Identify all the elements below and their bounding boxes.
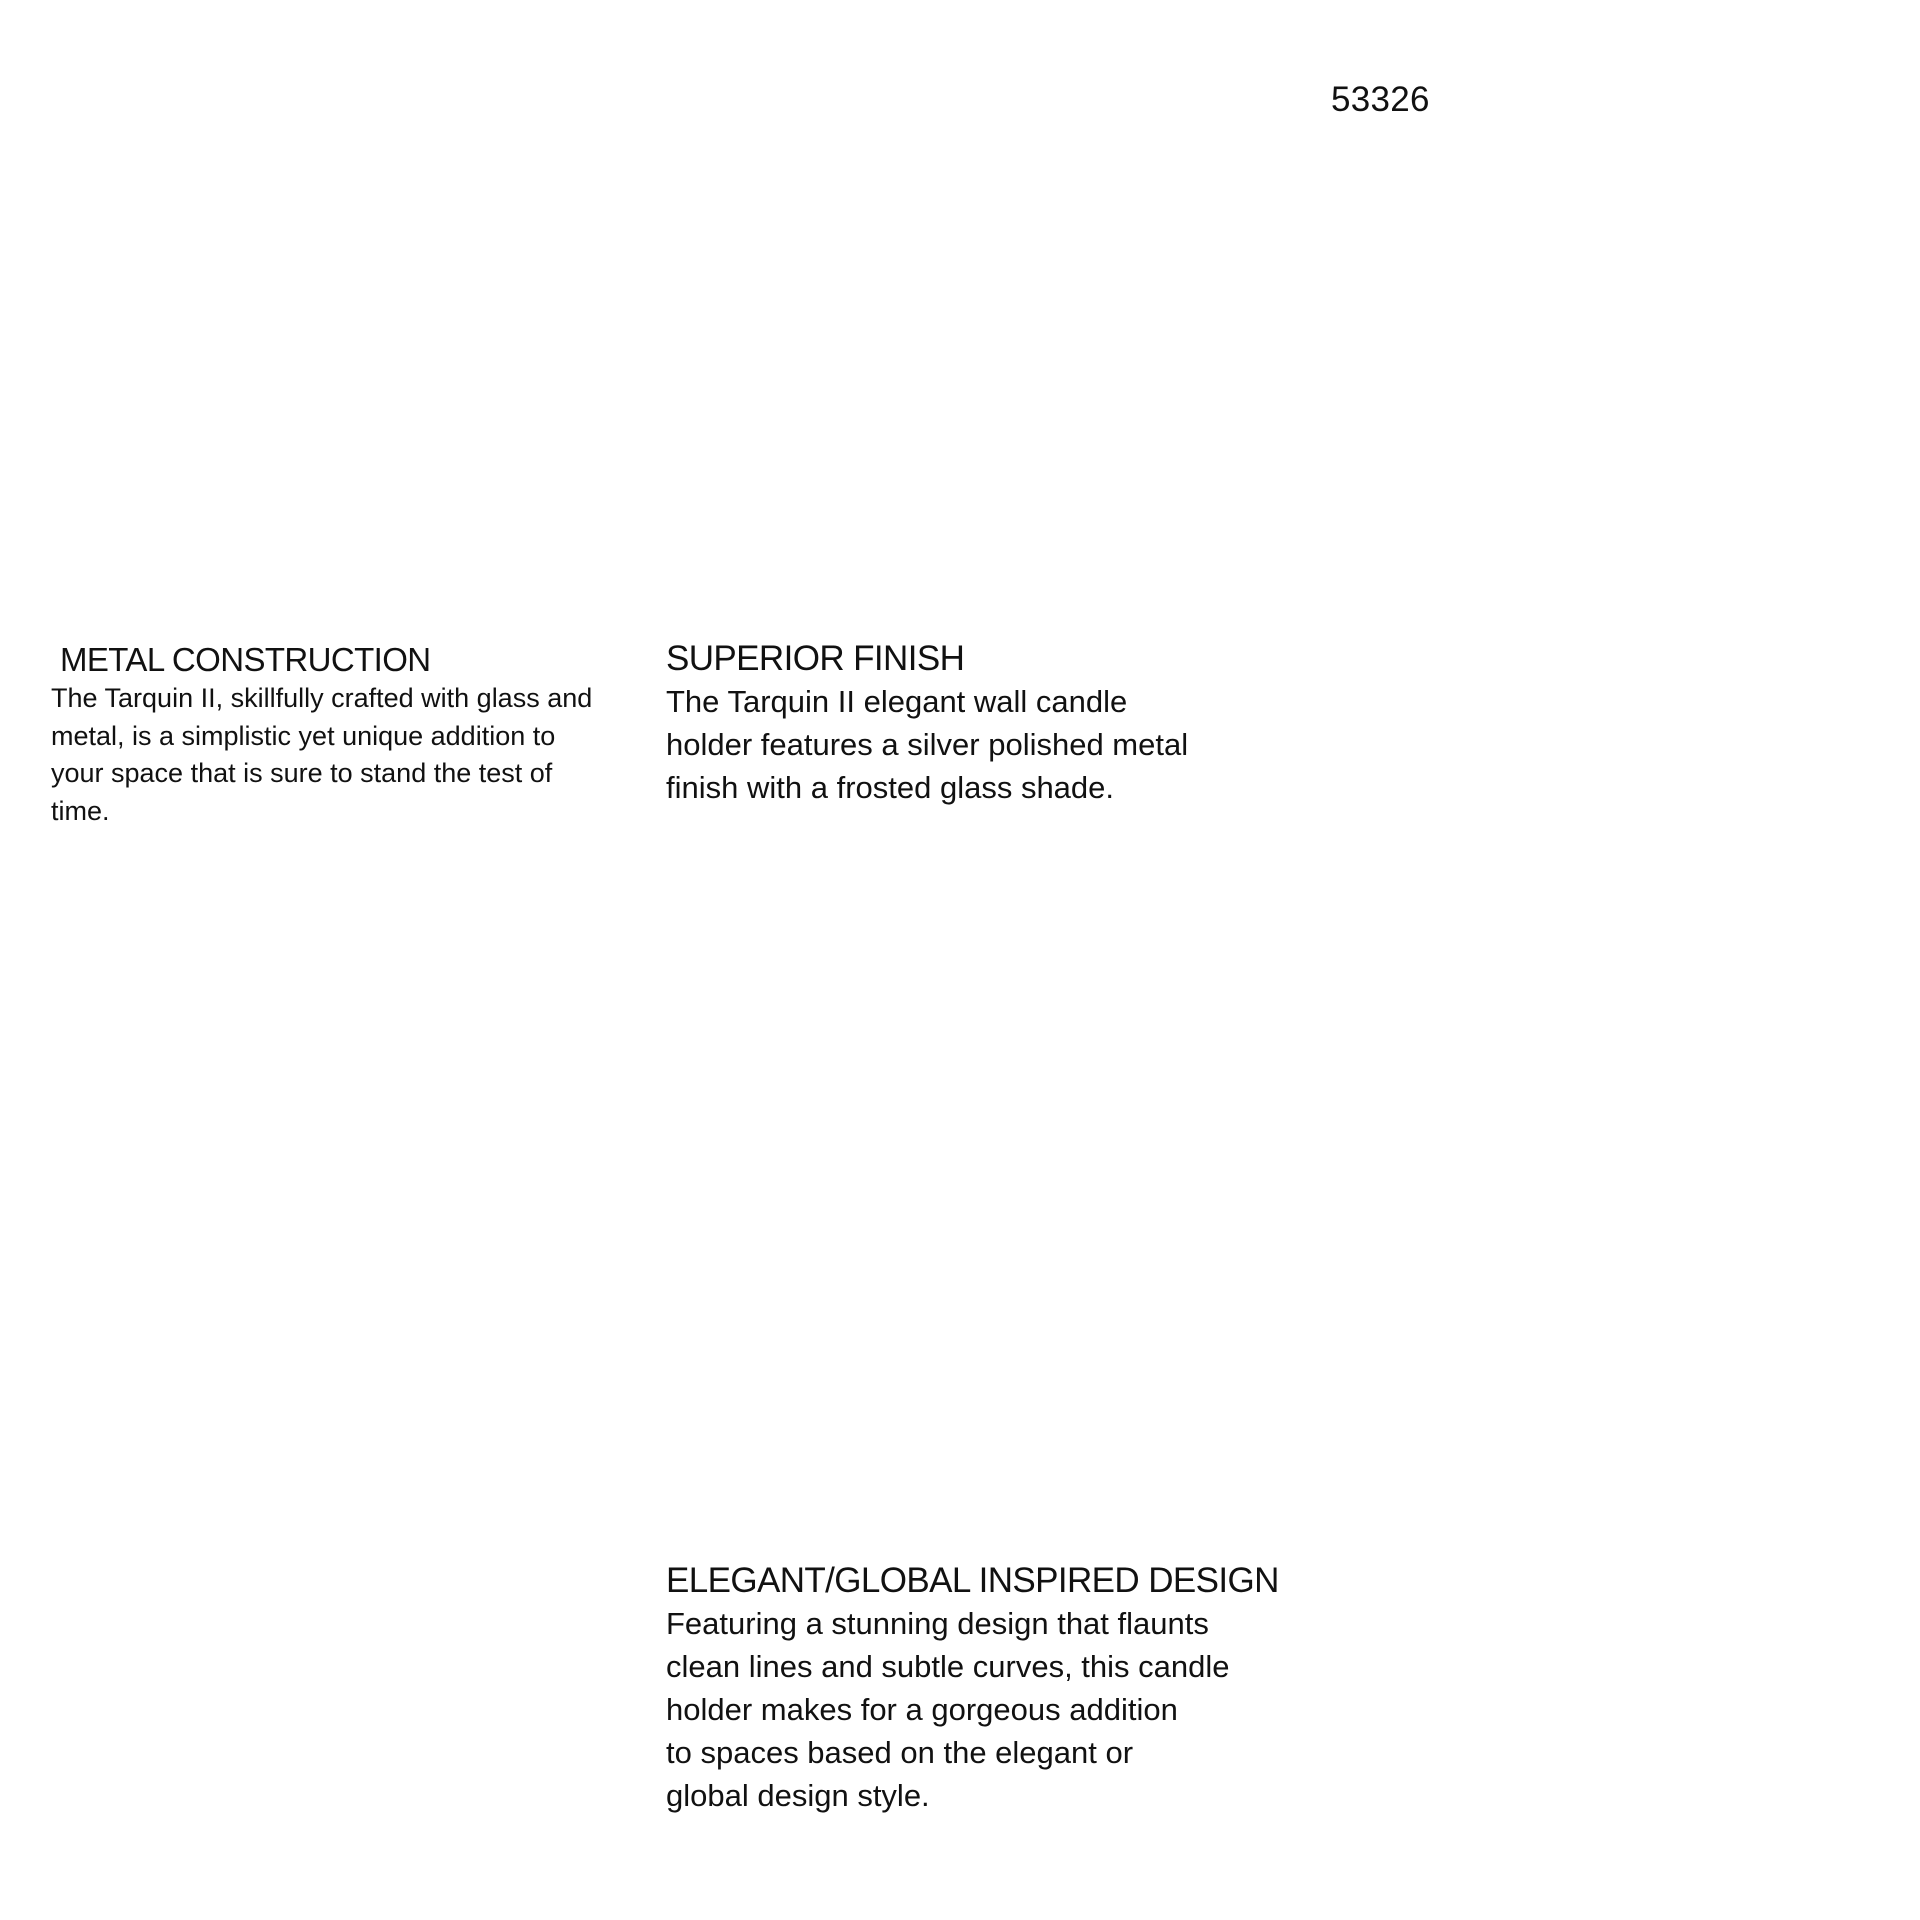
elegant-design-heading: ELEGANT/GLOBAL INSPIRED DESIGN [666, 1561, 1279, 1600]
superior-finish-section [666, 638, 1286, 809]
metal-construction-text: The Tarquin II, skillfully crafted with glass and metal, is a simplistic yet unique addition to your space that is sure to stand the test of time. [51, 683, 593, 826]
superior-finish-text: The Tarquin II elegant wall candle holder features a silver polished metal finish with a frosted glass shade. [666, 684, 1189, 805]
product-code: 53326 [1331, 80, 1430, 119]
elegant-design-section [666, 1560, 1346, 1817]
metal-construction-heading: METAL CONSTRUCTION [60, 641, 431, 678]
metal-construction-section [51, 640, 631, 830]
superior-finish-heading: SUPERIOR FINISH [666, 639, 965, 678]
elegant-design-text: Featuring a stunning design that flaunts clean lines and subtle curves, this candle holder makes for a gorgeous addition to spaces based on the elegant or global design style. [666, 1606, 1230, 1813]
